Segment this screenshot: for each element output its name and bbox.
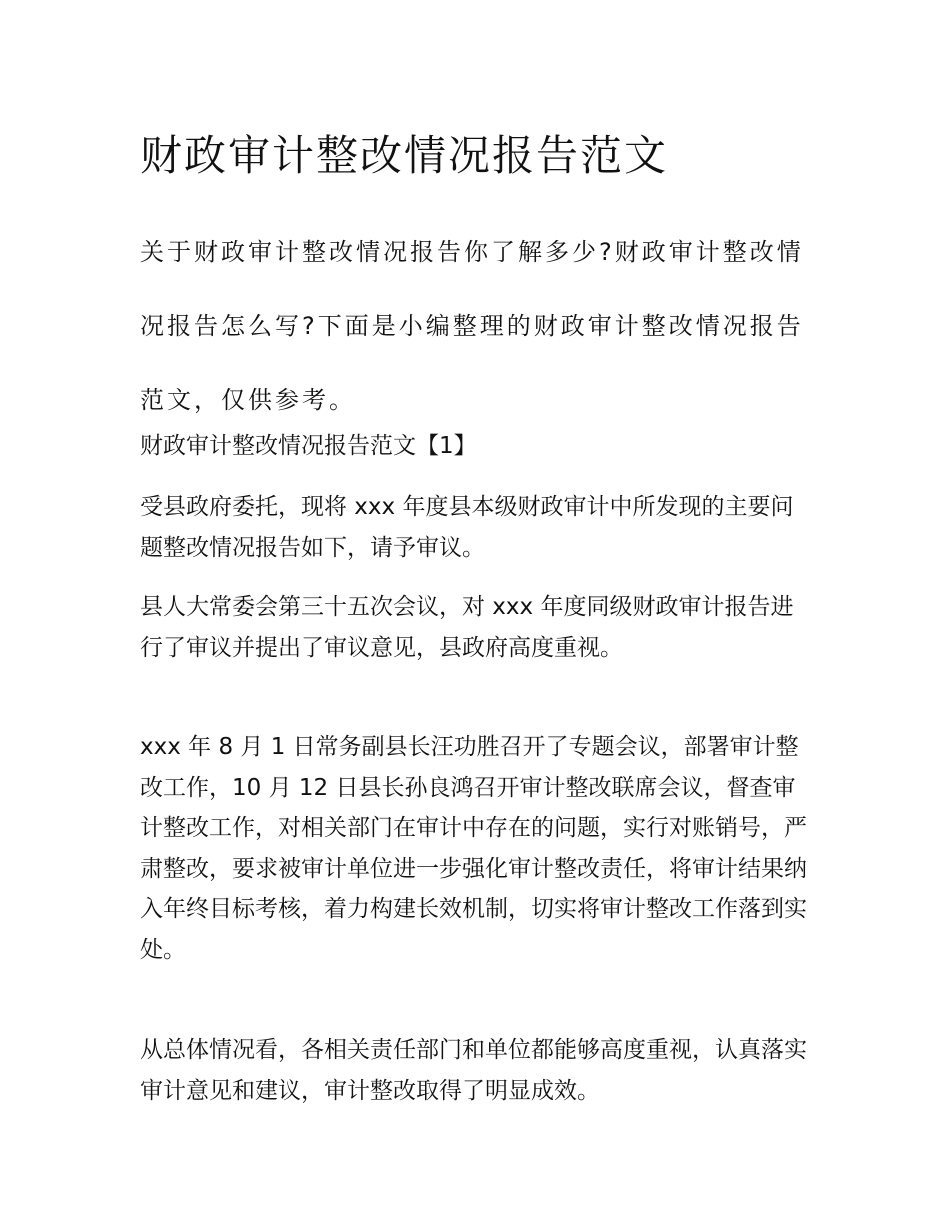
section-heading: 财政审计整改情况报告范文【1】 (140, 433, 477, 459)
body-paragraph-3: xxx 年 8 月 1 日常务副县长汪功胜召开了专题会议，部署审计整改工作，10 月 12 日县长孙良鸿召开审计整改联席会议，督查审计整改工作，对相关部门在审计中存在的问题，实行对账销号，严肃整改，要求被审计单位进一步强化审计整改责任，将审计结果纳入年终目标考核，着力构建长效机制，切实将审计整改工作落到实处。 (140, 734, 807, 963)
body-paragraph-2: 县人大常委会第三十五次会议，对 xxx 年度同级财政审计报告进行了审议并提出了审议意见，县政府高度重视。 (140, 594, 794, 661)
body-paragraph-1: 受县政府委托，现将 xxx 年度县本级财政审计中所发现的主要问题整改情况报告如下，请予审议。 (140, 494, 794, 561)
body-paragraph-4: 从总体情况看，各相关责任部门和单位都能够高度重视，认真落实审计意见和建议，审计整改取得了明显成效。 (140, 1037, 807, 1104)
intro-paragraph: 关于财政审计整改情况报告你了解多少?财政审计整改情况报告怎么写?下面是小编整理的财政审计整改情况报告范文，仅供参考。 (140, 238, 804, 414)
document-title: 财政审计整改情况报告范文 (140, 131, 669, 180)
